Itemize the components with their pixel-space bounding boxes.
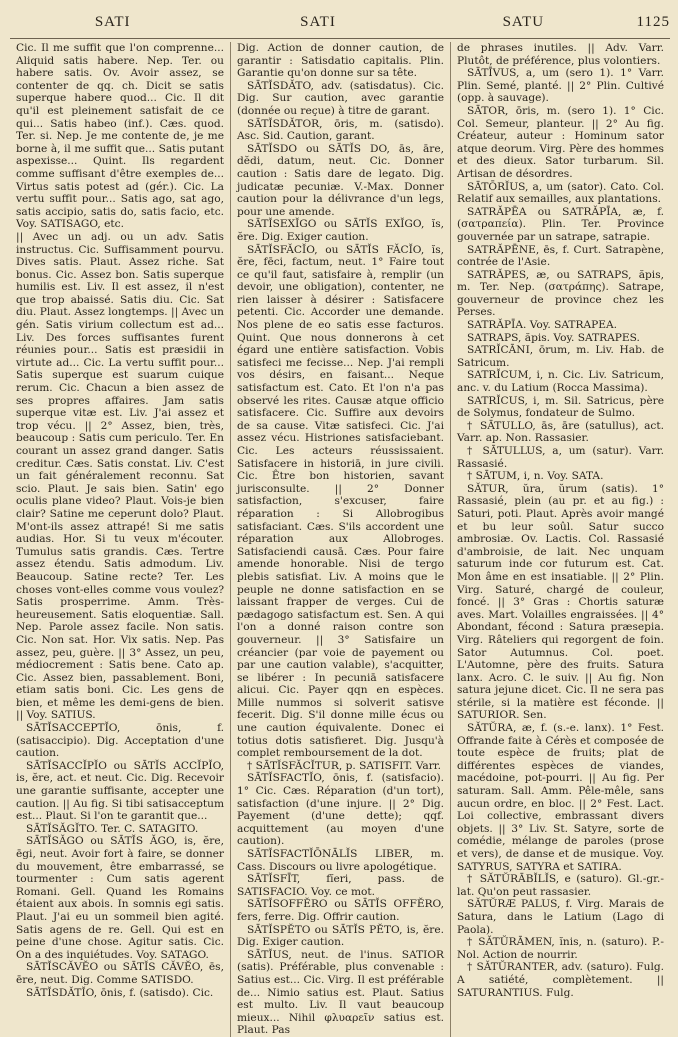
entry: SĂTŬRA, æ, f. (s.-e. lanx). 1° Fest. Offrande faite à Cérès et composée de toute espèce de fruits; plat de différentes espèces de viandes, macédoine, pot-pourri. || Au fig. Per saturam. Sall. Amm. Pêle-mêle, sans aucun ordre, en bloc. || 2° Fest. Lact. Loi collective, embrassant divers objets. || 3° Liv. St. Satyre, sorte de comédie, mélange de paroles (prose et vers), de danse et de musique. Voy. SATYRUS, SATYRA et SATIRA. bbox=[457, 722, 664, 873]
entry: SĀTĬSĂGĬTO. Ter. C. SATAGITO. bbox=[26, 822, 199, 835]
entry: SĀTĬSDĂTO, adv. (satisdatus). Cic. Dig. Sur caution, avec garantie (donnée ou reçue) à titre de garant. bbox=[237, 79, 444, 117]
entry: SĀTĬSCĂVĔO ou SĀTĬS CĂVĔO, ēs, ēre, neut. Dig. Comme SATISDO. bbox=[16, 961, 224, 986]
text-columns bbox=[10, 42, 670, 1037]
entry: SĀTŌRĬUS, a, um (sator). Cato. Col. Relatif aux semailles, aux plantations. bbox=[457, 180, 664, 206]
entry: SĀTĬSEXĬGO ou SĀTĬS EXĬGO, ĭs, ĕre. Dig. Exiger caution. bbox=[237, 218, 444, 243]
entry: de phrases inutiles. || Adv. Varr. Plutôt, de préférence, plus volontiers. bbox=[457, 42, 664, 67]
entry: SĀTĬSDĂTOR, ōris, m. (satisdo). Asc. Sid. Caution, garant. bbox=[237, 117, 444, 143]
entry: SATRĂPĒA ou SATRĂPĪA, æ, f. (σατραπεία). Plin. Ter. Province gouvernée par un satrape, satrapie. bbox=[457, 205, 664, 243]
entry: SĀTĬSPĔTO ou SĀTĬS PĔTO, is, ĕre. Dig. Exiger caution. bbox=[237, 923, 444, 949]
entry: SĀTĬSFACTĬŌNĀLĬS LIBER, m. Cass. Discours ou livre apologétique. bbox=[237, 848, 444, 873]
entry: † SĂTŬRĀBĬLĬS, e (saturo). Gl.-gr.-lat. Qu'on peut rassasier. bbox=[457, 873, 664, 898]
entry: SĂTUR, ŭra, ŭrum (satis). 1° Rassasié, plein (au pr. et au fig.) : Saturi, poti. Plaut. Après avoir mangé et bu leur soûl. Satur succo ambrosiæ. Ov. Lactis. Col. Rassasié d'ambroisie, de lait. Nec unquam saturum inde cor futurum est. Cat. Mon âme en est insatiable. || 2° Plin. Virg. Saturé, chargé de couleur, foncé. || 3° Gras : Chortis saturæ aves. Mart. Volailles engraissées. || 4° Abondant, fécond : Satura præsepia. Virg. Râteliers qui regorgent de foin. Sator Autumnus. Col. poet. L'Automne, père des fruits. Satura lanx. Acro. C. le suiv. || Au fig. Non satura jejune dicet. Cic. Il ne sera pas stérile, si la matière est féconde. || SATURIOR. Sen. bbox=[457, 482, 664, 722]
header-right-headword: SATU bbox=[502, 14, 545, 30]
entry: SĀTOR, ōris, m. (sero 1). 1° Cic. Col. Semeur, planteur. || 2° Au fig. Créateur, auteur : Hominum sator atque deorum. Virg. Père des hommes et des dieux. Sator turbarum. Sil. Artisan de désordres. bbox=[457, 104, 664, 180]
entry: SĀTĬSOFFĔRO ou SĀTĬS OFFĔRO, fers, ferre. Dig. Offrir caution. bbox=[237, 898, 444, 923]
entry: SATRĬCĀNI, ōrum, m. Liv. Hab. de Satricum. bbox=[457, 344, 664, 369]
entry: † SĂTŬRĀMEN, ĭnis, n. (saturo). P.-Nol. Action de nourrir. bbox=[457, 936, 664, 961]
entry: || Avec un adj. ou un adv. Satis instructus. Cic. Suffisamment pourvu. Dives satis. Plaut. Assez riche. Sat bonus. Cic. Assez bon. Satis superque humilis est. Liv. Il est assez, il n'est que trop abaissé. Satis diu. Cic. Sat diu. Plaut. Assez longtemps. || Avec un gén. Satis virium collectum est ad... Liv. Des forces suffisantes furent réunies pour... Satis est præsidii in virtute ad... Cic. La vertu suffit pour... Satis superque est suarum cuique rerum. Cic. Chacun a bien assez de ses propres affaires. Jam satis superque vitæ est. Liv. J'ai assez et trop vécu. || 2° Assez, bien, très, beaucoup : Satis cum periculo. Ter. En courant un assez grand danger. Satis creditur. Cæs. Satis constat. Liv. C'est un fait généralement reconnu. Sat scio. Plaut. Je sais bien. Satin' ego oculis plane video? Plaut. Vois-je bien clair? Satine me ceperunt dolo? Plaut. M'ont-ils assez attrapé! Si me satis audias. Hor. Si tu veux m'écouter. Tumulus satis grandis. Cæs. Tertre assez étendu. Satis admodum. Liv. Beaucoup. Satine recte? Ter. Les choses vont-elles comme vous voulez? Satis prosperrime. Amm. Très-heureusement. Satis eloquentiæ. Sall. Nep. Parole assez facile. Non satis. Cic. Non sat. Hor. Vix satis. Nep. Pas assez, peu, guère. || 3° Assez, un peu, médiocrement : Satis bene. Cato ap. Cic. Assez bien, passablement. Boni, etiam satis boni. Cic. Les gens de bien, et même les demi-gens de bien. || Voy. SATIUS. bbox=[16, 230, 224, 722]
running-header bbox=[10, 14, 670, 39]
entry: † SĀTULLUS, a, um (satur). Varr. Rassasié. bbox=[457, 445, 664, 470]
entry: SĀTĬSDĂTĬO, ōnis, f. (satisdo). Cic. bbox=[26, 986, 214, 999]
entry: SĀTĬSDO ou SĀTĬS DO, ās, āre, dĕdi, datum, neut. Cic. Donner caution : Satis dare de legato. Dig. judicatæ pecuniæ. V.-Max. Donner caution pour la délivrance d'un legs, pour une amende. bbox=[237, 142, 444, 218]
entry: SĀTĬSFĪT, fĭeri, pass. de SATISFACIO. Voy. ce mot. bbox=[237, 873, 444, 898]
entry: Cic. Il me suffit que l'on comprenne... Aliquid satis habere. Nep. Ter. ou habere satis. Ov. Avoir assez, se contenter de qq. ch. Dicit se satis superque habere quod... Cic. Il dit qu'il est pleinement satisfait de ce qui... Satis habeo (inf.). Cæs. quod. Ter. si. Nep. Je me contente de, je me borne à, il me suffit que... Satis putant aspexisse... Quint. Ils regardent comme suffisant d'être exemples de... Virtus satis potest ad (gér.). Cic. La vertu suffit pour... Satis ago, sat ago, satis accipio, satis do, satis facio, etc. Voy. SATISAGO, etc. bbox=[16, 42, 224, 231]
column-1 bbox=[10, 42, 230, 1037]
entry: SATRĂPĒNE, ēs, f. Curt. Satrapène, contrée de l'Asie. bbox=[457, 243, 664, 269]
column-2 bbox=[230, 42, 450, 1037]
entry: † SĂTŬRANTER, adv. (saturo). Fulg. A satiété, complètement. || SATURANTIUS. Fulg. bbox=[457, 961, 664, 999]
entry: SATRĂPES, æ, ou SATRAPS, ăpis, m. Ter. Nep. (σατράπης). Satrape, gouverneur de province chez les Perses. bbox=[457, 268, 664, 319]
entry: SĀTĬUS, neut. de l'inus. SATIOR (satis). Préférable, plus convenable : Satius est... Cic. Virg. Il est préférable de... Nimio satius est. Plaut. Satius est multo. Liv. Il vaut beaucoup mieux... Nihil φλυαρεῖν satius est. Plaut. Pas bbox=[237, 948, 444, 1037]
column-3 bbox=[450, 42, 670, 1037]
entry: SĀTĬSACCĬPĬO ou SĀTĬS ACCĬPĬO, is, ĕre, act. et neut. Cic. Dig. Recevoir une garantie suffisante, accepter une caution. || Au fig. Si tibi satisacceptum est... Plaut. Si l'on te garantit que... bbox=[16, 759, 224, 823]
entry: SATRĬCUS, i, m. Sil. Satricus, père de Solymus, fondateur de Sulmo. bbox=[457, 394, 664, 420]
entry: SĀTĪVUS, a, um (sero 1). 1° Varr. Plin. Semé, planté. || 2° Plin. Cultivé (opp. à sauvage). bbox=[457, 67, 664, 105]
entry: Dig. Action de donner caution, de garantir : Satisdatio capitalis. Plin. Garantie qu'on donne sur sa tête. bbox=[237, 42, 444, 80]
header-center-headword: SATI bbox=[300, 14, 336, 30]
page-number: 1125 bbox=[636, 14, 670, 30]
header-left-headword: SATI bbox=[94, 14, 131, 30]
entry: † SĀTĬSFĂCĬTUR, p. SATISFIT. Varr. bbox=[247, 759, 442, 772]
entry: SĂTŬRÆ PALUS, f. Virg. Marais de Satura, dans le Latium (Lago di Paola). bbox=[457, 898, 664, 936]
entry: SĀTĬSĂGO ou SĀTĬS ĂGO, is, ĕre, ēgi, neut. Avoir fort à faire, se donner du mouvement, être embarrassé, se tourmenter : Cum satis agerent Romani. Gell. Quand les Romains étaient aux abois. In somnis egi satis. Plaut. J'ai eu un sommeil bien agité. Satis agens de re. Gell. Qui est en peine d'une chose. Agitur satis. Cic. On a des inquiétudes. Voy. SATAGO. bbox=[16, 835, 224, 961]
entry: SATRĂPĪA. Voy. SATRAPEA. bbox=[467, 319, 617, 332]
entry: SĀTĬSFĂCĬO, ou SĀTĬS FĂCĬO, ĭs, ĕre, fēci, factum, neut. 1° Faire tout ce qu'il faut, satisfaire à, remplir (un devoir, une obligation), contenter, ne rien laisser à désirer : Satisfacere petenti. Cic. Accorder une demande. Nos plene de eo satis esse facturos. Quint. Que nous donnerons à cet égard une entière satisfaction. Vobis satisfeci me fecisse... Nep. J'ai rempli vos désirs, en faisant... Neque satisfactum est. Cato. Et l'on n'a pas observé les rites. Causæ atque officio satisfacere. Cic. Suffire aux devoirs de sa cause. Vitæ satisfeci. Cic. J'ai assez vécu. Histriones satisfaciebant. Cic. Les acteurs réussissaient. Satisfacere in historiā, in jure civili. Cic. Être bon historien, savant jurisconsulte. || 2° Donner satisfaction, s'excuser, faire réparation : Si Allobrogibus satisfaciant. Cæs. S'ils accordent une réparation aux Allobroges. Satisfaciendi causā. Cæs. Pour faire amende honorable. Nisi de tergo plebis satisfiat. Liv. A moins que le peuple ne donne satisfaction en se laissant frapper de verges. Cui de pædagogo satisfactum est. Sen. A qui l'on a donné raison contre son gouverneur. || 3° Satisfaire un créancier (par voie de payement ou par une caution valable), s'acquitter, se libérer : In pecuniā satisfacere alicui. Cic. Payer qqn en espèces. Mille nummos si solverit satisve fecerit. Dig. S'il donne mille écus ou une caution équivalente. Donec ei totius dotis satisfieret. Dig. Jusqu'à complet remboursement de la dot. bbox=[237, 243, 444, 760]
entry: SATRAPS, ăpis. Voy. SATRAPES. bbox=[467, 331, 640, 344]
entry: † SĀTUM, i, n. Voy. SATA. bbox=[467, 470, 604, 483]
entry: † SĀTULLO, ās, āre (satullus), act. Varr. ap. Non. Rassasier. bbox=[457, 419, 664, 445]
entry: SĀTĬSFACTĬO, ōnis, f. (satisfacio). 1° Cic. Cæs. Réparation (d'un tort), satisfaction (d'une injure. || 2° Dig. Payement (d'une dette); qqf. acquittement (au moyen d'une caution). bbox=[237, 772, 444, 848]
entry: SĀTĬSACCEPTĬO, ōnis, f. (satisaccipio). Dig. Acceptation d'une caution. bbox=[16, 722, 224, 760]
entry: SATRĬCUM, i, n. Cic. Liv. Satricum, anc. v. du Latium (Rocca Massima). bbox=[457, 369, 664, 395]
